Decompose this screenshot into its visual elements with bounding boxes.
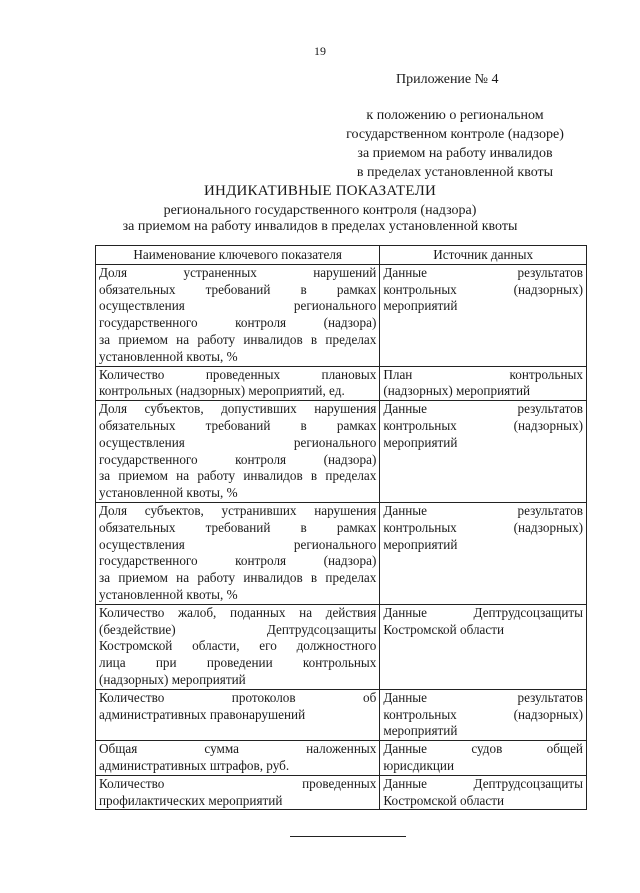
indicator-cell-line: Доля устраненных нарушений [99, 264, 377, 280]
indicator-cell-line: (бездействие) Дептрудсоцзащиты [99, 621, 377, 637]
table-row [96, 604, 587, 689]
indicator-cell-line: государственного контроля (надзора) [99, 315, 377, 331]
source-cell [380, 741, 587, 776]
indicator-cell-line: обязательных требований в рамках [99, 281, 377, 297]
table-row [96, 401, 587, 503]
indicator-cell-line: Доля субъектов, устранивших нарушения [99, 502, 377, 518]
table-header-row [96, 246, 587, 265]
source-cell-line: Данные судов общей [383, 741, 583, 757]
footer-divider [290, 836, 406, 837]
column-header-source: Источник данных [380, 246, 587, 265]
source-cell-line: (надзорных) мероприятий [383, 383, 531, 399]
indicator-cell-line: Количество протоколов об [99, 689, 377, 705]
source-cell-line: Данные Дептрудсоцзащиты [383, 604, 583, 620]
indicator-cell-line: Количество жалоб, поданных на действия [99, 604, 377, 620]
indicator-cell [96, 741, 380, 776]
source-cell-line: Костромской области [383, 621, 505, 637]
indicators-table [95, 245, 587, 810]
indicator-cell-line: осуществления регионального [99, 298, 377, 314]
source-cell-line: мероприятий [383, 723, 458, 739]
source-cell-line: Данные результатов [383, 502, 583, 518]
indicator-cell-line: осуществления регионального [99, 434, 377, 450]
indicator-cell-line: установленной квоты, % [99, 348, 238, 364]
indicator-cell [96, 689, 380, 740]
indicator-cell-line: государственного контроля (надзора) [99, 451, 377, 467]
source-cell-line: юрисдикции [383, 757, 455, 773]
table-body [96, 264, 587, 810]
source-cell [380, 689, 587, 740]
table-row [96, 264, 587, 366]
table-row [96, 689, 587, 740]
source-cell-line: мероприятий [383, 536, 458, 552]
document-title: ИНДИКАТИВНЫЕ ПОКАЗАТЕЛИ [204, 183, 436, 199]
indicator-cell-line: лица при проведении контрольных [99, 655, 377, 671]
appendix-subtitle-line: за приемом на работу инвалидов [357, 146, 553, 161]
source-cell-line: Данные Дептрудсоцзащиты [383, 775, 583, 791]
indicator-cell-line: за приемом на работу инвалидов в пределах [99, 468, 377, 484]
indicator-cell [96, 366, 380, 401]
indicator-cell-line: Общая сумма наложенных [99, 741, 377, 757]
indicator-cell-line: Количество проведенных плановых [99, 366, 377, 382]
table-row [96, 502, 587, 604]
source-cell-line: План контрольных [383, 366, 583, 382]
source-cell-line: контрольных (надзорных) [383, 281, 583, 297]
indicator-cell-line: за приемом на работу инвалидов в пределах [99, 570, 377, 586]
indicator-cell [96, 401, 380, 503]
indicator-cell-line: Доля субъектов, допустивших нарушения [99, 401, 377, 417]
source-cell [380, 502, 587, 604]
document-subtitle-line: за приемом на работу инвалидов в пределах установленной квоты [122, 219, 518, 234]
indicator-cell-line: Количество проведенных [99, 775, 377, 791]
source-cell-line: контрольных (надзорных) [383, 519, 583, 535]
source-cell-line: мероприятий [383, 298, 458, 314]
source-cell-line: Данные результатов [383, 689, 583, 705]
appendix-subtitle-line: к положению о региональном [366, 108, 544, 123]
source-cell [380, 366, 587, 401]
indicator-cell-line: контрольных (надзорных) мероприятий, ед. [99, 383, 345, 399]
indicator-cell-line: Костромской области, его должностного [99, 638, 377, 654]
source-cell-line: Данные результатов [383, 264, 583, 280]
appendix-subtitle-line: государственном контроле (надзоре) [346, 127, 564, 142]
source-cell-line: мероприятий [383, 434, 458, 450]
document-subtitle [0, 203, 640, 235]
source-cell-line: контрольных (надзорных) [383, 706, 583, 722]
indicator-cell-line: установленной квоты, % [99, 586, 238, 602]
appendix-subtitle [332, 106, 578, 182]
indicator-cell-line: установленной квоты, % [99, 485, 238, 501]
table-row [96, 366, 587, 401]
source-cell-line: контрольных (надзорных) [383, 417, 583, 433]
source-cell-line: Костромской области [383, 792, 505, 808]
indicator-cell [96, 775, 380, 810]
indicator-cell [96, 604, 380, 689]
indicator-cell [96, 502, 380, 604]
page-number: 19 [314, 44, 326, 58]
source-cell [380, 604, 587, 689]
indicator-cell-line: обязательных требований в рамках [99, 519, 377, 535]
table-row [96, 775, 587, 810]
column-header-indicator: Наименование ключевого показателя [96, 246, 380, 265]
indicator-cell [96, 264, 380, 366]
source-cell [380, 401, 587, 503]
source-cell [380, 775, 587, 810]
indicator-cell-line: государственного контроля (надзора) [99, 553, 377, 569]
table-row [96, 741, 587, 776]
indicator-cell-line: за приемом на работу инвалидов в пределах [99, 331, 377, 347]
indicator-cell-line: осуществления регионального [99, 536, 377, 552]
indicator-cell-line: обязательных требований в рамках [99, 417, 377, 433]
indicator-cell-line: (надзорных) мероприятий [99, 671, 246, 687]
indicator-cell-line: профилактических мероприятий [99, 792, 283, 808]
appendix-title: Приложение № 4 [396, 72, 499, 87]
source-cell [380, 264, 587, 366]
indicator-cell-line: административных штрафов, руб. [99, 757, 290, 773]
source-cell-line: Данные результатов [383, 401, 583, 417]
document-subtitle-line: регионального государственного контроля (надзора) [163, 203, 477, 218]
appendix-subtitle-line: в пределах установленной квоты [356, 165, 554, 180]
indicator-cell-line: административных правонарушений [99, 706, 306, 722]
